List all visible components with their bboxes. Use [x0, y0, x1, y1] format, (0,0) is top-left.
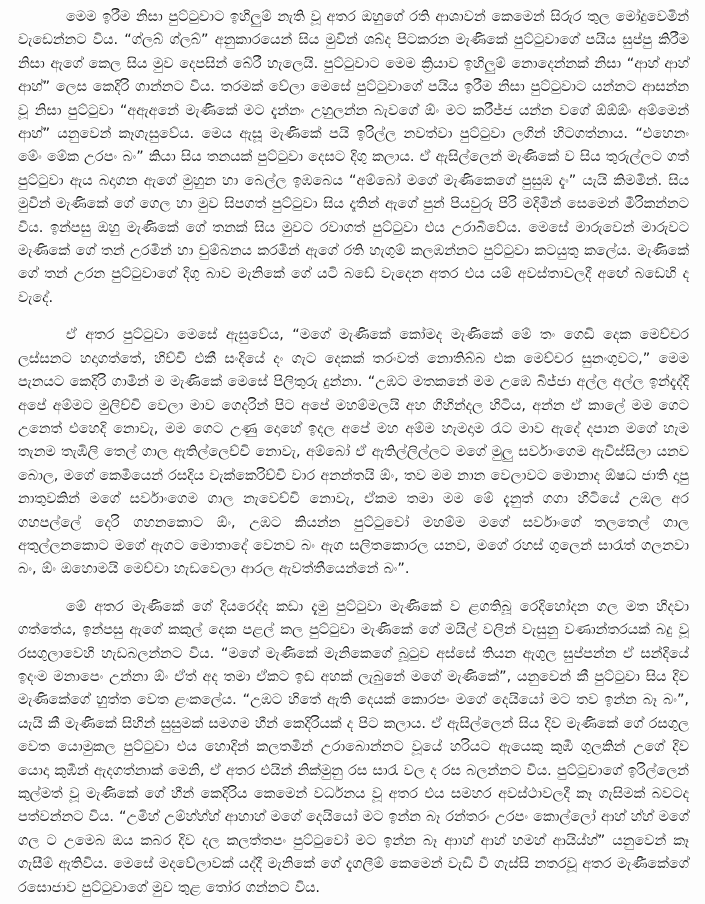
paragraph-2: ඒ අතර පුට්ටුවා මෙසේ ඇසුවේය, “මගේ මැණිකේ කෝමද මැණිකේ මේ තං ගෙඩි දෙක මෙච්චර ලස්සනට හදාගත්තේ, හිච්චි එකී සංදියේ දං ගැට දෙකක් තරංවත් නොතිබ්බ එක මෙච්චර සුනංගුවට,” මෙම පැනයට කෙදිරි ගාමින් ම මැණිකේ මෙසේ පිලිතුරු දුන්නා. “උඹට මතකනේ මම උඹෙ බිජ්ජා අල්ල අල්ල ඉන්දැද්දි අපේ අම්මට මුලිච්චි වෙලා මාව ගෙදරින් පිට අපේ මහම්මලයි අහ ගිහින්දල හිටිය, අන්න ඒ කාලේ මම ගෙට උනෙත් එහෙදි නොවැ, මම ගෙට උණු දොහේ ඉදල අපේ මහ අම්ම හැමදාම රැට මාව ඇදේ දපාන මගේ හැම තැනම තැඹිලි තෙල් ගාල ඇතිල්ලෙච්චි නොවැ, අම්බෝ ඒ ඇතිල්ලිල්ලට මගේ මුලු සර්වාංගෙම ඇවිස්සිලා යනව බොල, මගේ කෙමීයෙන් රසදිය වැක්කෙරිච්චි වාර අනන්තයි ඕං, තව මම නාන වෙලාවට මොනාද ඕෂධ ජාති දාපු නාතුවකින් මගේ සර්වාංගෙම ගාල නැවෙච්චි නොවැ, ඒකම තමා මම මේ දැනුත් ගගා හිටියේ උඹල අර ගහපල්ලේ දෙරි ගහනකොට ඕං, උඹට කියන්න පුට්ටුවෝ මහම්ම මගේ සර්වාංගේ තලතෙල් ගාල අතුල්ලනකොට මගේ ඇගට මොතාදේ වෙනව බං ඇග සලිතකොරල යනව, මගේ රහස් ගුලෙන් සාරැත් ගලනවා බං, ඕං ඔහොමයි මෙච්චා හැඩවෙලා ආරල ඇවත්තීයෙන්නේ බං”. — [18, 327, 689, 578]
paragraph-3: මේ අතර මැණිකේ ගේ දියරෙද්ද කඩා දැමු පුට්ටුවා මැණිකේ ව ළගතිබූ රෙදිහෝදන ගල මත හිදවා ගත්තේය, ඉන්පසු ඇගේ කකුල් දෙක පළල් කල පුට්ටුවා මැණිකේ ගේ මයිල් වලින් වැසුනු වණාන්තරයක් බදු වූ රසගුලාවෙහි හැඩබලන්නට විය. “මගේ මැණිකේ මැනිකෙගේ බූටුව අස්සේ තියන ඇගුල සුප්පන්න ඒ සන්දියේ ඉදංම මනාපෙං උන්නා ඕං ඒත් අද තමා ඒකට ඉඩ අහක් ලැබුනේ මගේ මැණිකේ”, යනුවෙන් කී පුට්ටුවා සිය දිව මැණිකේගේ හුත්ත වෙත ළංකලේය. “උඹට හිතේ ඇති දෙයක් කොරපං මගේ දෙයියෝ මට තව ඉන්න බෑ බං”, යැයි කී මැණිකේ සිහින් සුසුමක් සමගම හීන් කෙදිරියක් ද පිට කලාය. ඒ ඇසිල්ලෙන් සිය දිව මැණිකේ ගේ රසගුල වෙත යොමුකල පුට්ටුවා එය හොදින් කලතමින් උරාබොන්නට වූයේ හරියට ඇයෙකු කුඹී ගුලකින් උගේ දිව යොදා කුඹීන් ඇදගත්නාක් මෙනි, ඒ අතර එයින් නික්මුනු රස සාරැ වල ද රස බලන්නට විය. පුට්ටුවාගේ ඉරිල්ලෙන් කුල්මත් වූ මැණිකේ ගේ හීන් කෙදිරිය කෙමෙන් වර්ධනය වූ අතර එය සමහර අවස්ථාවලදී කෑ ගැසිමක් බවටද පත්වන්නට විය. “උමිහ් උම්හ්හ්හ් ආහාහ් මගේ දෙයියෝ මට ඉන්න බෑ රන්තරං උරපං කොල්ලෝ ආහ් හ්හ් මගේ ගල ට උමෙබ ඔය කබර දිව දල කලත්තපං පුට්ටුවෝ මට ඉන්න බෑ ආ‍ාහ් ආහ් හමහ් ආයිය්හ්” යනුවෙන් කෑ ගැසීම් ඇතිවිය. මෙසේ මදවේලාවක් යද්දී මැනිකේ ගේ දැගලීම් කෙමෙන් වැඩි වී ගැස්සි නතරවූ අතර මැණීකේගේ රසොජාව පුට්ටුවාගේ මුව තුළ තෝර ගන්නට විය. — [18, 598, 689, 896]
document-body — [18, 6, 689, 900]
paragraph-1: මෙම ඉරීම නිසා පුට්ටුවාට ඉහිලුම් නැති වූ අතර ඔහුගේ රති ආශාවන් කෙමෙන් සිරුර තුල මෝදුවෙමින් වැඩෙන්නට විය. “ග්ලබ් ග්ලබ්” අනුකාරයෙන් සිය මුවින් ශබ්ද පිටකරන මැණිකේ පුට්ටුවාගේ පයිය සුප්පු කිරීම නිසා ඇගේ කෙල සිය මුව දෙපසින් බේරී හැලෙයි. පුට්ටුවාට මෙම ක්‍රියාව ඉහිලුම් නොදෙන්නක් නිසා “ආහ් ආහ් ආහ්” ලෙස කෙදිරි ගාන්නට විය. තරමක් වේලා මෙසේ පුට්ටුවාගේ පයිය ඉරීම නිසා පුට්ටුවාට යන්නට ආසන්න වූ නිසා පුට්ටුවා “අඇඅනේ මැණිකේ මට දැන්නං උහුලන්න බැවගේ ඕං මට කරීජ්ජ යන්න වගේ ඕඕඕං අම්මෙන් ආහ්” යනුවෙන් කෑගැසුවේය. මෙය ඇසූ මැණිකේ පයි ඉරිල්ල නවත්වා පුට්ටුවා ලගින් හිටගත්නාය. “එහෙනං මේං මේක උරපං බං” කියා සිය තනයක් පුට්ටුවා දෙසට දිගු කලාය. ඒ ඇසිල්ලෙන් මැණිකේ ව සිය තුරුල්ලට ගත් පුට්ටුවා ඇය බදාගන ඇගේ මුහුන හා බෙල්ල ඉඹබෙය “අම්බෝ මගේ මැණිකෙගේ පුසුඹ දැං” යැයි කිමමින්. සිය මුවින් මැණිකේ ගේ ගෙල හා මුව සිපගත් පුට්ටුවා සිය දෑතින් ඇගේ පුන් පියවුරු පිරි මදිමින් සෙමෙන් මීරිකන්නට විය. ඉන්පසු ඔහු මැණිකේ ගේ තනක් සිය මුවට රවාගත් පුට්ටුවා එය උරාබීවේය. මෙසේ මාරුවෙන් මාරුවට මැණිකේ ගේ තන් උරමින් හා චුම්බනය කරමින් ඇගේ රති හැගුම් කලඹන්නට පුට්ටුවා කටයුතු කලේය. මැණිකේ ගේ තන් උරන පුට්ටුවාගේ දිගු බාව මැනිකේ ගේ යටි බඩේ වැදෙන අතර එය යම් අවස්තාවලදී අඟේ බඩෙහි ද වැදේ. — [18, 9, 689, 306]
